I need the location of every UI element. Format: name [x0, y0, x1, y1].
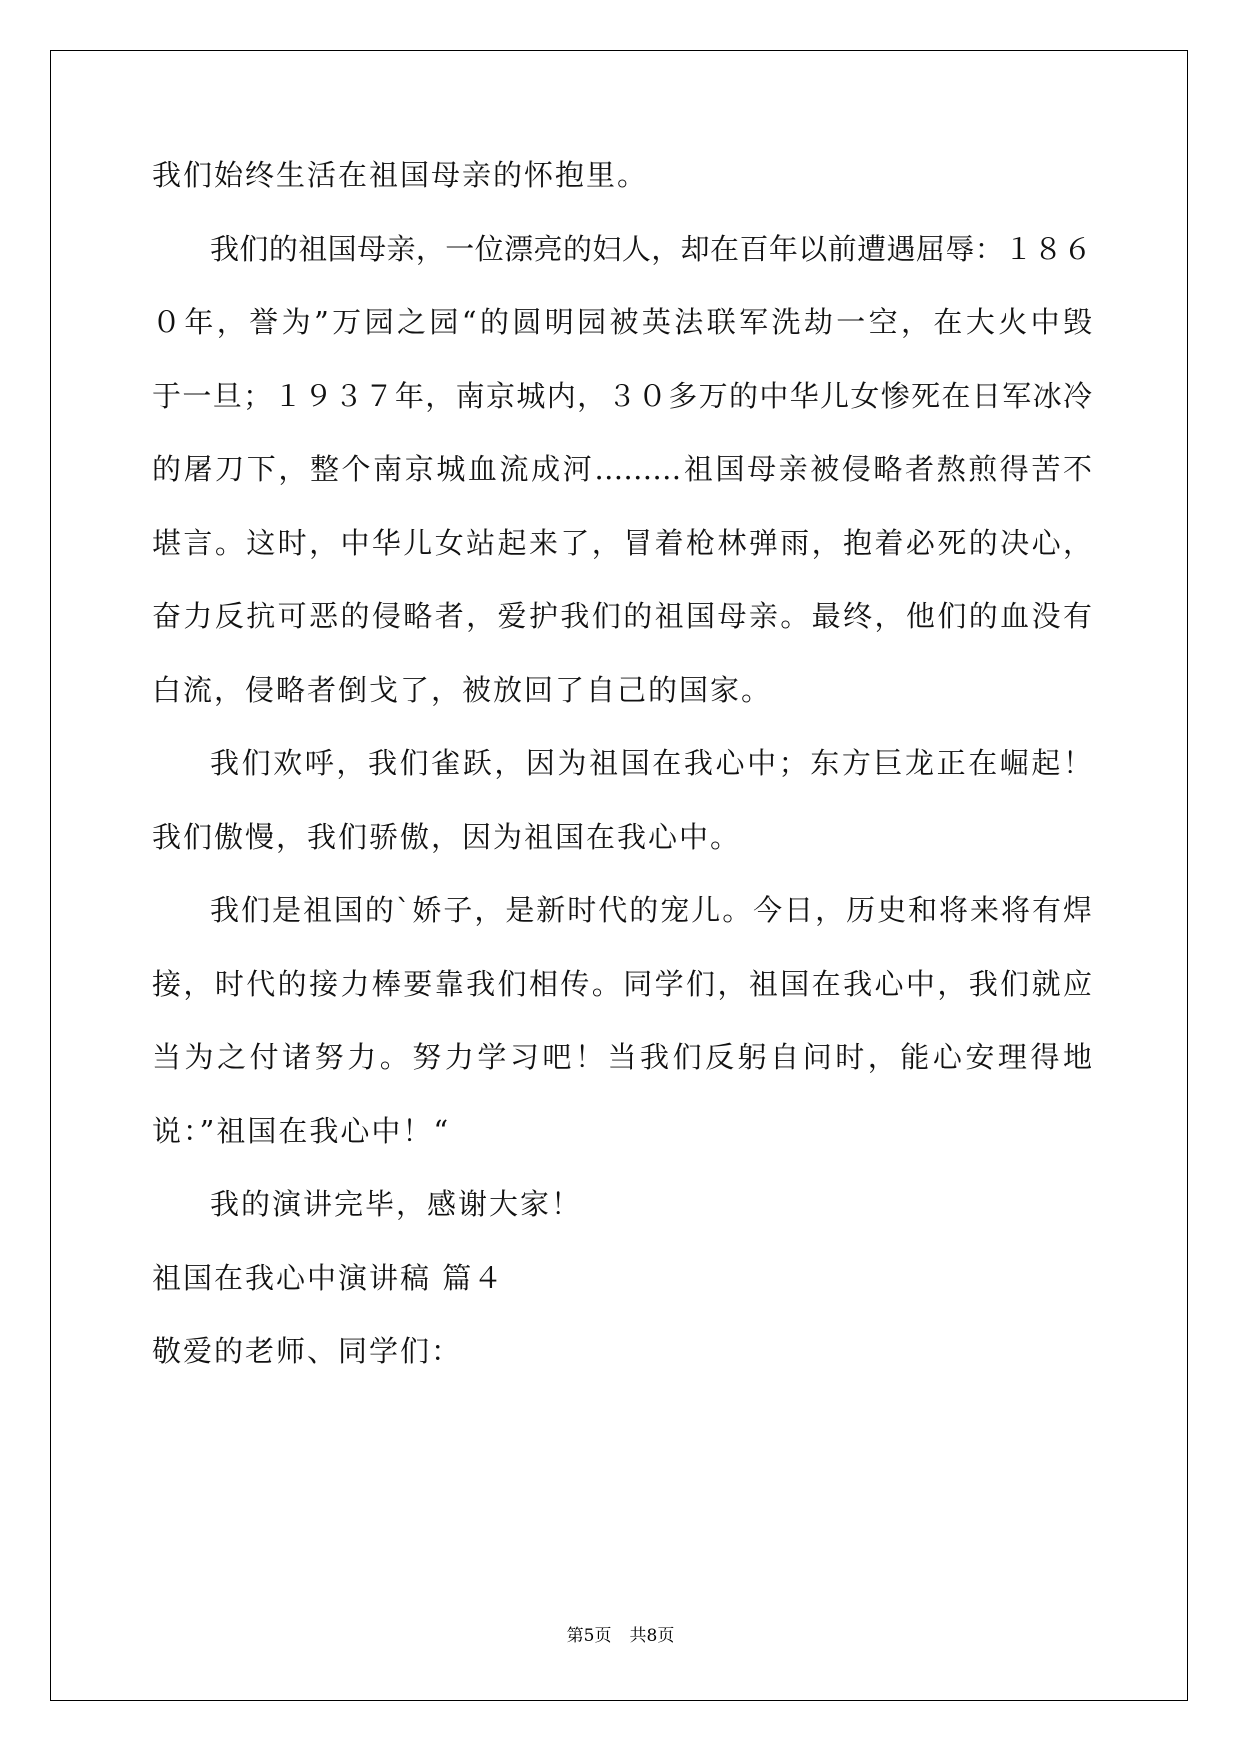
salutation: 敬爱的老师、同学们： — [152, 1334, 463, 1368]
text-line: 白流，侵略者倒戈了，被放回了自己的国家。 — [152, 672, 773, 707]
text-line: 当为之付诸努力。努力学习吧！当我们反躬自问时，能心安理得地 — [152, 1040, 1092, 1074]
text-line: 我们欢呼，我们雀跃，因为祖国在我心中；东方巨龙正在崛起！ — [210, 746, 1092, 780]
section-heading: 祖国在我心中演讲稿 篇４ — [152, 1260, 505, 1295]
text-line: 我的演讲完毕，感谢大家！ — [210, 1187, 583, 1221]
text-line: 我们傲慢，我们骄傲，因为祖国在我心中。 — [152, 819, 742, 854]
text-line: 的屠刀下，整个南京城血流成河………祖国母亲被侵略者熬煎得苦不 — [152, 452, 1092, 486]
text-line: 我们是祖国的`娇子，是新时代的宠儿。今日，历史和将来将有焊 — [210, 893, 1092, 927]
text-line: 堪言。这时，中华儿女站起来了，冒着枪林弹雨，抱着必死的决心， — [152, 525, 1092, 560]
text-line: ０年，誉为”万园之园“的圆明园被英法联军洗劫一空，在大火中毁 — [152, 305, 1092, 339]
text-line: 接，时代的接力棒要靠我们相传。同学们，祖国在我心中，我们就应 — [152, 966, 1092, 1001]
page-number: 第5页 — [566, 1626, 612, 1646]
page-total: 共8页 — [629, 1626, 675, 1646]
text-line: 奋力反抗可恶的侵略者，爱护我们的祖国母亲。最终，他们的血没有 — [152, 599, 1092, 633]
page-footer — [0, 1621, 1241, 1646]
text-line: 我们始终生活在祖国母亲的怀抱里。 — [152, 158, 649, 192]
text-line: 于一旦；１９３７年，南京城内，３０多万的中华儿女惨死在日军冰冷 — [152, 378, 1092, 413]
text-line: 说：”祖国在我心中！“ — [152, 1113, 451, 1148]
document-body — [152, 160, 1092, 1410]
text-line: 我们的祖国母亲，一位漂亮的妇人，却在百年以前遭遇屈辱：１８６ — [210, 231, 1092, 266]
